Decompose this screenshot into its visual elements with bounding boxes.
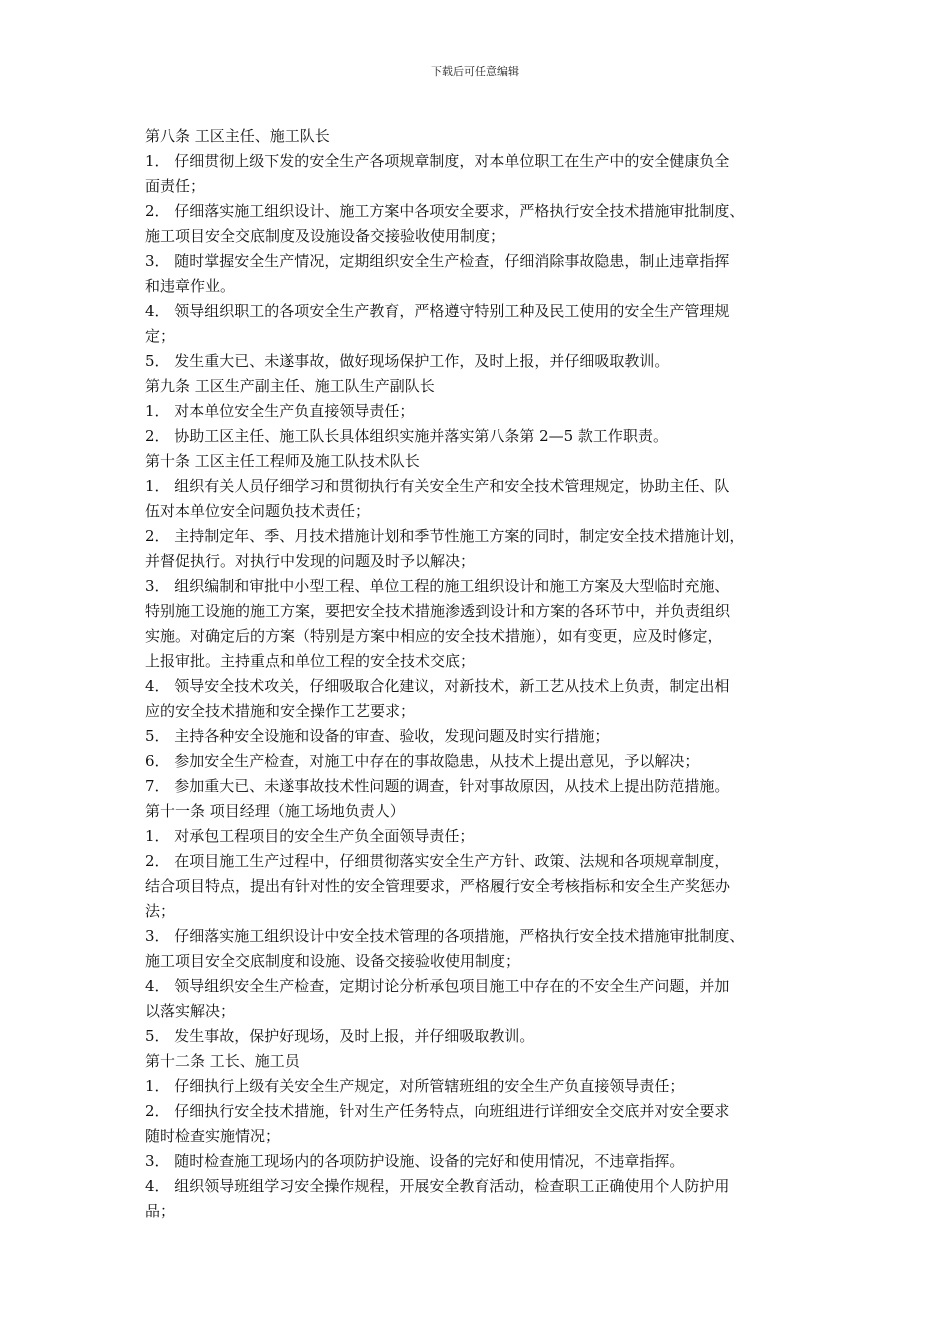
text-line: 3． 随时掌握安全生产情况，定期组织安全生产检查，仔细消除事故隐患，制止违章指挥 [145,252,730,270]
text-line: 特别施工设施的施工方案，要把安全技术措施渗透到设计和方案的各环节中，并负责组织 [145,602,731,620]
text-line: 第十条 工区主任工程师及施工队技术队长 [145,452,420,470]
text-line: 2． 在项目施工生产过程中，仔细贯彻落实安全生产方针、政策、法规和各项规章制度， [145,852,730,870]
text-line: 和违章作业。 [145,277,236,295]
text-line: 5． 发生事故，保护好现场，及时上报，并仔细吸取教训。 [145,1027,535,1045]
text-line: 面责任； [145,177,206,195]
text-line: 应的安全技术措施和安全操作工艺要求； [145,702,416,720]
text-line: 1． 组织有关人员仔细学习和贯彻执行有关安全生产和安全技术管理规定，协助主任、队 [145,477,730,495]
text-line: 第十一条 项目经理（施工场地负责人） [145,802,405,820]
text-line: 1． 仔细贯彻上级下发的安全生产各项规章制度，对本单位职工在生产中的安全健康负全 [145,152,730,170]
text-line: 定； [145,327,176,345]
text-line: 1． 仔细执行上级有关安全生产规定，对所管辖班组的安全生产负直接领导责任； [145,1077,685,1095]
text-line: 施工项目安全交底制度和设施、设备交接验收使用制度； [145,952,521,970]
text-line: 上报审批。主持重点和单位工程的安全技术交底； [145,652,476,670]
text-line: 第九条 工区生产副主任、施工队生产副队长 [145,377,435,395]
text-line: 1． 对本单位安全生产负直接领导责任； [145,402,415,420]
text-line: 第八条 工区主任、施工队长 [145,127,330,145]
text-line: 3． 组织编制和审批中小型工程、单位工程的施工组织设计和施工方案及大型临时充施、 [145,577,730,595]
text-line: 实施。对确定后的方案（特别是方案中相应的安全技术措施），如有变更，应及时修定， [145,627,723,645]
text-line: 第十二条 工长、施工员 [145,1052,300,1070]
text-line: 6． 参加安全生产检查，对施工中存在的事故隐患，从技术上提出意见，予以解决； [145,752,700,770]
text-line: 4． 领导安全技术攻关，仔细吸取合化建议，对新技术，新工艺从技术上负责，制定出相 [145,677,730,695]
text-line: 法； [145,902,176,920]
text-line: 结合项目特点，提出有针对性的安全管理要求，严格履行安全考核指标和安全生产奖惩办 [145,877,731,895]
text-line: 并督促执行。对执行中发现的问题及时予以解决； [145,552,476,570]
text-line: 1． 对承包工程项目的安全生产负全面领导责任； [145,827,475,845]
text-line: 3． 仔细落实施工组织设计中安全技术管理的各项措施，严格执行安全技术措施审批制度、 [145,927,745,945]
text-line: 2． 仔细落实施工组织设计、施工方案中各项安全要求，严格执行安全技术措施审批制度、 [145,202,745,220]
text-line: 以落实解决； [145,1002,236,1020]
text-line: 随时检查实施情况； [145,1127,281,1145]
document-body [145,124,813,1224]
text-line: 4． 组织领导班组学习安全操作规程，开展安全教育活动，检查职工正确使用个人防护用 [145,1177,730,1195]
text-line: 施工项目安全交底制度及设施设备交接验收使用制度； [145,227,506,245]
text-line: 2． 仔细执行安全技术措施，针对生产任务特点，向班组进行详细安全交底并对安全要求 [145,1102,730,1120]
text-line: 5． 发生重大已、未遂事故，做好现场保护工作，及时上报，并仔细吸取教训。 [145,352,670,370]
text-line: 伍对本单位安全问题负技术责任； [145,502,371,520]
text-line: 3． 随时检查施工现场内的各项防护设施、设备的完好和使用情况，不违章指挥。 [145,1152,685,1170]
text-line: 7． 参加重大已、未遂事故技术性问题的调查，针对事故原因，从技术上提出防范措施。 [145,777,730,795]
text-line: 2． 协助工区主任、施工队长具体组织实施并落实第八条第 2—5 款工作职责。 [145,427,668,445]
text-line: 5． 主持各种安全设施和设备的审查、验收，发现问题及时实行措施； [145,727,610,745]
text-line: 4． 领导组织职工的各项安全生产教育，严格遵守特别工种及民工使用的安全生产管理规 [145,302,730,320]
page-header: 下载后可任意编辑 [431,65,519,78]
text-line: 品； [145,1202,176,1220]
text-line: 4． 领导组织安全生产检查，定期讨论分析承包项目施工中存在的不安全生产问题，并加 [145,977,730,995]
text-line: 2． 主持制定年、季、月技术措施计划和季节性施工方案的同时，制定安全技术措施计划， [145,527,745,545]
